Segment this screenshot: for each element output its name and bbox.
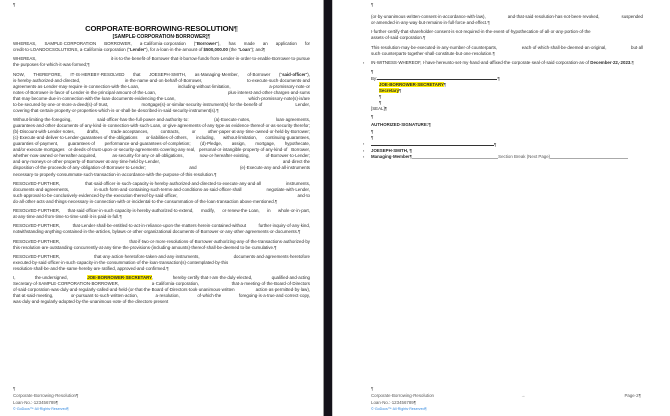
member-signature-line[interactable]: ▪ ¶ — [371, 141, 643, 148]
resolved-further-execute-paragraph[interactable]: RESOLVED·FURTHER, that·said·officer·in·such·capacity·is·hereby·authorized·and·directed·to·execute·any·and·all instruments, documents·and·agreements, in·such·form·and·containing·such·terms·and·conditions·as·said·officer·shall negotiate·with·Lender, such·approval·to·be·conclusively·evidenced·by·the·execution·thereof·by·said·officer, and·to do·all·other·acts·and·things·necessary·in·connection·with·or·incidental·to·the·consummation·of·the·loan·transaction above·mentioned.¶ — [13, 180, 310, 204]
pilcrow-mark: ¶ — [371, 386, 374, 391]
consent-continuation-paragraph[interactable]: (or·by·unanimous·written·consent·in·accordance·with·law), and·that·said·resolution·has·not·been·revoked, suspended or·amended·in·any·way·but·remains·in·full·force·and·effect.¶ — [371, 14, 643, 26]
footer-loan-number: Loan·No.:·123456789¶ — [371, 400, 417, 405]
by-signature-line[interactable]: By: ¶ — [371, 76, 500, 82]
pilcrow-mark: ¶ — [233, 24, 238, 33]
footer-copyright: ©·GoDocs™·All·Rights·Reserved¶ — [371, 407, 427, 411]
signature-rule — [377, 75, 497, 80]
footer-title: Corporate·Borrowing·Resolution¶ — [13, 393, 79, 398]
document-title[interactable]: CORPORATE·BORROWING·RESOLUTION¶ — [85, 24, 238, 33]
member-title-line: ▪ Managing·Member¶ Section Break (Next Page) — [371, 154, 643, 160]
section-break-marker: Section Break (Next Page) — [498, 153, 551, 159]
secretary-signature-block[interactable]: ¶ By: ¶ JOE·BORROWER·SECRETARY¶ Secretary¶ ¶ ¶ [SEAL]¶ ¶ AUTHORIZED·SIGNATURE:¶ ¶ ¶ ▪ ¶ ▪ JOESEPH·SMITH, ¶ ▪ Managing·Member¶ Section Break (Next Page) — [371, 69, 643, 160]
witness-paragraph[interactable]: ▪ IN·WITNESS·WHEREOF, I·have·hereunto·set·my·hand·and·affixed·the·corporate·seal·of·said·corporation·as·of December·22,·2023.¶ — [371, 60, 643, 66]
authorized-signature-label: AUTHORIZED·SIGNATURE:¶ — [371, 122, 431, 128]
resolved-further-extend-paragraph[interactable]: RESOLVED·FURTHER, that·said·officer·in·such·capacity·is·hereby·authorized·to·extend, modify, or·renew·the·Loan, in whole·or·in·part, at·any·time·and·from·time·to·time·until·it·is·paid·in·full.¶ — [13, 208, 310, 220]
resolved-further-ratified-paragraph[interactable]: RESOLVED·FURTHER, that·any·action·heretofore·taken·and·any·instruments, documents·and·agreements·heretofore executed·by·said·officer·in·such·capacity·in·the·consummation·of·the·loan·transaction(s)·contemplated·by·this resolution·shall·be·and·the·same·hereby·are·ratified, approved·and·confirmed.¶ — [13, 253, 310, 272]
counterparts-paragraph[interactable]: This·resolution·may·be·executed·in·any·number·of·counterparts, each·of·which·shall·be·deemed·an·original, but·all such·counterparts·together·shall·constitute·but·one·resolution.¶ — [371, 44, 643, 56]
pilcrow-mark: ¶ — [13, 386, 16, 391]
page-gutter — [323, 0, 333, 416]
whereas-benefit-paragraph[interactable]: WHEREAS, it·is·to·the·benefit·of·Borrower·that·it·borrow·funds·from·Lender·in·order·to·enable·Borrower·to·pursue the·purposes·for·which·it·was·formed;¶ — [13, 56, 310, 68]
empty-paragraph-mark: ¶ — [371, 2, 374, 7]
resolved-authorization-paragraph[interactable]: NOW, THEREFORE, IT·IS·HEREBY·RESOLVED that JOESEPH·SMITH, as·Managing·Member, of·Borrower ("said·officer"), is·hereby·authorized·and·directed, in·the·name·and·on·behalf·of·Borrower, to·execute·such·documents·and agreements·as·Lender·may·require·in·connection·with·the·Loan, including·without·limitation, a·promissory·note·or notes·of·Borrower·in·favor·of·Lender·in·the·principal·amount·of·the·Loan, plus·interest·and·other·charges·and·sums that·may·become·due·in·connection·with·the·loan·documents·evidencing·the·Loan, which·promissory·note(s)·is/are to·be·secured·by·one·or·more·a·deed(s)·of·trust, mortgage(s)·or·similar·security·instrument(s)·for·the·benefit·of Lender, covering·that·certain·property·or·properties·which·is·or·shall·be·described·in·said·security·instrument(s).¶ — [13, 71, 310, 113]
footer-copyright: ©·GoDocs™·All·Rights·Reserved¶ — [13, 407, 69, 411]
footer-title: Corporate·Borrowing·Resolution — [371, 393, 434, 398]
page-2-footer[interactable] — [371, 385, 641, 413]
whereas-application-paragraph[interactable]: WHEREAS, SAMPLE·CORPORATION BORROWER, a·California·corporation ("Borrower"), has made an application for credit·to·LOANDOCSOLUTIONS, a·California·corporation ("Lender"), for a·loan·in·the·amount·of $500,000.00 (the "Loan"); and¶ — [13, 41, 310, 53]
resolved-further-cumulative-paragraph[interactable]: RESOLVED·FURTHER, that·if·two·or·more·resolutions·of·Borrower·authorizing·any·of·the·transactions·authorized·by this·resolution·are·outstanding·concurrently·at·any·time·the·provisions·(including·amounts)·thereof·shall·be·deemed to·be·cumulative.¶ — [13, 238, 310, 250]
pilcrow-mark: ¶ — [207, 34, 211, 40]
empty-paragraph-mark: ¶ — [13, 2, 16, 7]
page-1-body[interactable] — [13, 41, 310, 309]
document-page-2[interactable] — [333, 0, 670, 416]
seal-label: [SEAL]¶ — [371, 106, 388, 112]
resolved-further-reliance-paragraph[interactable]: RESOLVED·FURTHER, that·Lender·shall·be·entitled·to·act·in·reliance·upon·the·matters·herein·contained·without further·inquiry·of·any·kind, notwithstanding·anything·contained·in·the·articles, bylaws·or·other·organizational documents·of·Borrower·or·any·other·agreements·or·documents.¶ — [13, 223, 310, 235]
document-page-1[interactable] — [0, 0, 323, 416]
footer-loan-number: Loan·No.:·123456789¶ — [13, 400, 59, 405]
secretary-certification-paragraph[interactable]: I, the·undersigned, JOE·BORROWER·SECRETARY, hereby·certify·that·I·am·the·duly·elected, qualified·and·acting Secretary·of·SAMPLE·CORPORATION·BORROWER, a·California·corporation, that·a·meeting·of·the·Board·of·Directors of·said·corporation·was·duly·and·regularly·called·and·held·(or·that·the·Board·of·Directors·took·unanimous·written action·as·permitted·by·law), that·at·said·meeting, or·pursuant·to·such·written·action, a·resolution, of·which·the foregoing·is·a·true·and·correct·copy, was·duly·and·regularly·adopted·by·the·unanimous·vote·of·the·directors·present — [13, 275, 310, 305]
tab-arrow-icon: → — [521, 393, 526, 398]
footer-page-number: Page·2¶ — [624, 393, 641, 398]
signer-name[interactable]: JOE·BORROWER·SECRETARY — [379, 82, 444, 88]
page-2-body[interactable] — [371, 14, 643, 160]
page-1-footer[interactable] — [13, 385, 78, 413]
highlighted-secretary-name[interactable]: JOE·BORROWER·SECRETARY — [87, 275, 153, 281]
shareholder-consent-paragraph[interactable]: I·further·certify·that·shareholder·consent·is·not·required·in·the·event·of·hypothecation·of·all·or·any·portion·of·the assets·of·said·corporation.¶ — [371, 29, 591, 41]
signer-title[interactable]: Secretary — [379, 88, 400, 94]
officer-powers-paragraph[interactable]: Without·limiting·the·foregoing, said·officer·has·the·full·power·and·authority·to: (a)·Execute·notes, loan·agreements, guarantees·and·other·documents·of·any·kind·in·connection·with·such·Loan, or·give·agreements·of·any·type·as evidence·thereof·or·as·security·therefor; (b)·Discount·with·Lender·notes, drafts, trade·acceptances, contracts, or other·paper·at·any·time·owned·or·held·by·Borrower; (c)·Execute·and·deliver·to·Lender·guarantees·of·the·obligations or·liabilities·of·others, including, without·limitation, continuing·guarantees, guaranties·of·payment, guarantees·of performance·and·guarantees·of·completion; (d)·Pledge, assign, mortgage, hypothecate, and/or·execute·mortgages or·deeds·of·trust·upon·or·security·agreements·covering·any·real, personal·or·intangible·property·of·any·kind·of Borrower, whether·now·owned·or·hereafter·acquired, as·security·for·any·or·all·obligations, now·or·hereafter·existing, of·Borrower·to·Lender; and·any·moneys·or·other·property·of·Borrower·at·any·time·held·by·Lender, and·direct·the disposition·of·the·proceeds·of·any·obligation·of·Borrower·to·Lender; and (e)·Execute·any·and·all·instruments necessary·to·properly·consummate·such·transaction·in·accordance·with·the·purpose·of·this·resolution.¶ — [13, 117, 310, 177]
member-name: ▪ JOESEPH·SMITH, ¶ — [371, 148, 643, 154]
loan-amount: $500,000.00 — [203, 47, 228, 53]
witness-date: December·22,·2023. — [590, 59, 632, 65]
document-subtitle[interactable]: [SAMPLE·CORPORATION·BORROWER]¶ — [112, 34, 211, 40]
